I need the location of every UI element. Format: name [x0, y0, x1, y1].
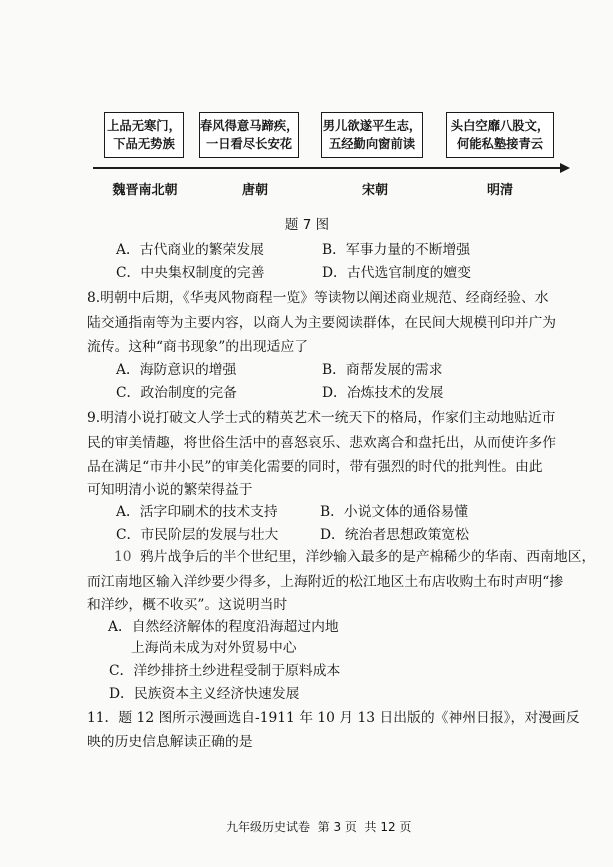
box-3-line-1: 男儿欲遂平生志，: [322, 119, 422, 133]
figure-caption: 题 7 图: [284, 217, 330, 233]
q8-stem-line-1: 8.明朝中后期，《华夷风物商程一览》等读物以阐述商业规范、经商经验、水: [87, 290, 549, 306]
timeline-arrowhead: [560, 163, 570, 173]
q8-option-a: A．海防意识的增强: [116, 362, 237, 378]
box-1-line-1: 上品无寒门，: [107, 119, 181, 133]
q10-option-b-text: 上海尚未成为对外贸易中心: [131, 640, 297, 656]
q7-option-d: D．古代选官制度的嬗变: [322, 265, 472, 281]
q10-option-d: D．民族资本主义经济快速发展: [109, 686, 300, 702]
q7-option-c: C．中央集权制度的完善: [116, 265, 265, 281]
q8-option-d: D．冶炼技术的发展: [322, 385, 444, 401]
timeline-box-3: [321, 112, 423, 158]
period-label-1: 魏晋南北朝: [112, 183, 178, 198]
timeline-box-2: [199, 112, 299, 158]
q9-option-a: A．活字印刷术的技术支持: [116, 504, 278, 520]
q9-option-c: C．市民阶层的发展与壮大: [116, 527, 279, 543]
period-label-3: 宋朝: [361, 183, 388, 198]
q8-stem-line-3: 流传。这种“商书现象”的出现适应了: [87, 339, 309, 355]
period-label-4: 明清: [486, 183, 513, 198]
timeline-box-1: [104, 112, 184, 158]
q10-stem-line-3: 和洋纱，概不收买”。这说明当时: [87, 597, 288, 613]
box-2-line-1: 春风得意马蹄疾，: [200, 119, 299, 133]
q8-stem-line-2: 陆交通指南等为主要内容，以商人为主要阅读群体，在民间大规模刊印并广为: [87, 315, 557, 331]
timeline-axis: [0, 0, 613, 210]
q9-option-d: D．统治者思想政策宽松: [320, 527, 470, 543]
q11-stem-line-2: 映的历史信息解读正确的是: [87, 734, 253, 750]
q8-option-c: C．政治制度的完备: [116, 385, 237, 401]
q10-number: 10: [114, 549, 132, 565]
q11-stem-line-1: 11．题 12 图所示漫画选自-1911 年 10 月 13 日出版的《神州日报》，对漫画反: [87, 710, 580, 726]
timeline-box-4: [446, 112, 554, 158]
box-1-line-2: 下品无势族: [113, 137, 175, 151]
q9-stem-line-3: 品在满足“市井小民”的审美化需要的同时，带有强烈的时代的批判性。由此: [87, 459, 543, 475]
q9-stem-line-1: 9.明清小说打破文人学士式的精英艺术一统天下的格局，作家们主动地贴近市: [87, 410, 556, 426]
q10-option-a: A．自然经济解体的程度沿海超过内地: [108, 619, 339, 635]
q10-option-c: C．洋纱排挤土纱进程受制于原料成本: [109, 663, 341, 679]
q8-option-b: B．商帮发展的需求: [322, 362, 443, 378]
box-3-line-2: 五经勤向窗前读: [328, 137, 416, 151]
box-4-line-2: 何能私塾接青云: [456, 137, 544, 151]
q10-stem-line-1: 鸦片战争后的半个世纪里，洋纱输入最多的是产棉稀少的华南、西南地区，: [140, 549, 596, 565]
q9-stem-line-4: 可知明清小说的繁荣得益于: [87, 482, 253, 498]
page-footer: 九年级历史试卷 第 3 页 共 12 页: [226, 820, 412, 834]
q7-option-b: B．军事力量的不断增强: [322, 242, 471, 258]
box-2-line-2: 一日看尽长安花: [205, 137, 293, 151]
q10-stem-line-2: 而江南地区输入洋纱要少得多，上海附近的松江地区土布店收购土布时声明“掺: [87, 574, 564, 590]
period-label-2: 唐朝: [241, 183, 268, 198]
q9-option-b: B．小说文体的通俗易懂: [320, 504, 469, 520]
q9-stem-line-2: 民的审美情趣，将世俗生活中的喜怒哀乐、悲欢离合和盘托出，从而使许多作: [87, 435, 557, 451]
q7-option-a: A．古代商业的繁荣发展: [116, 242, 264, 258]
box-4-line-1: 头白空靡八股文，: [450, 119, 550, 133]
